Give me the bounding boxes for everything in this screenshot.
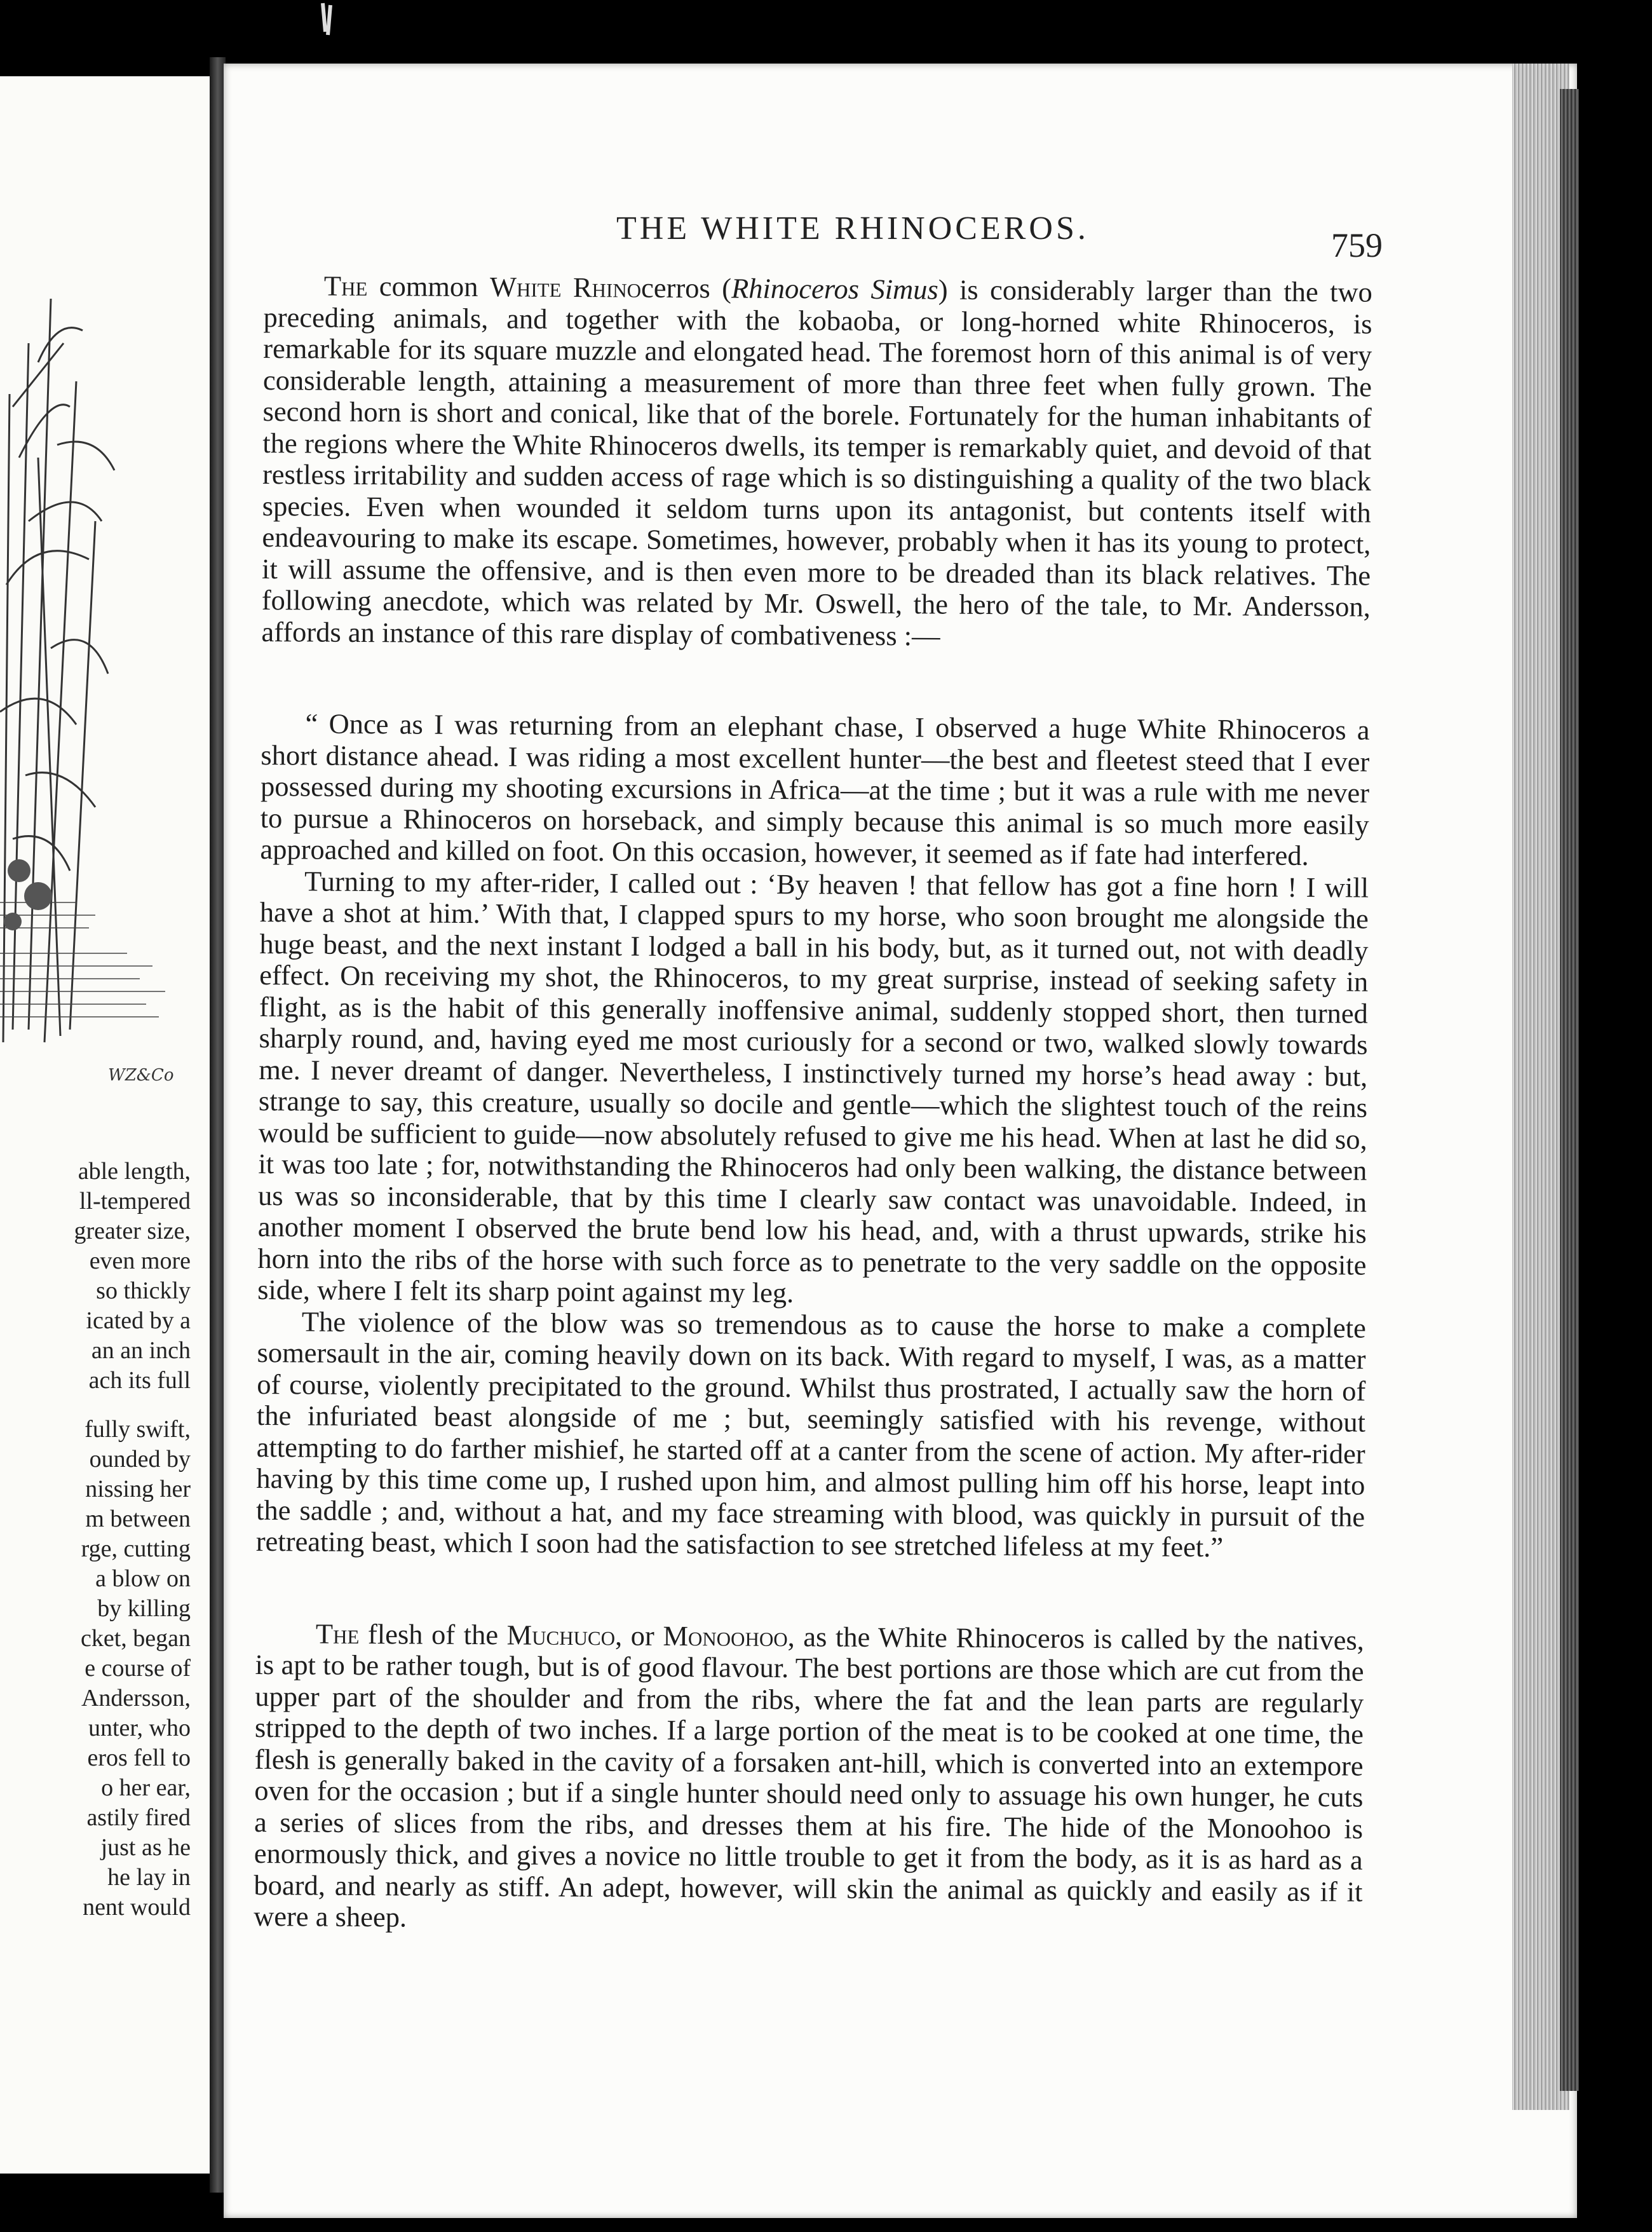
left-fragment: he lay in <box>107 1864 191 1891</box>
left-fragment: an an inch <box>91 1337 191 1364</box>
page-edges-shadow <box>1560 89 1579 2091</box>
small-caps-name: White Rhino <box>489 271 642 304</box>
article-body <box>254 270 1372 1939</box>
left-fragment: ll-tempered <box>79 1188 191 1215</box>
scan-artifact-mark <box>311 0 343 38</box>
page-number: 759 <box>1331 226 1383 264</box>
small-caps-name: Monoohoo <box>663 1619 788 1652</box>
paragraph-quote-opening: “ Once as I was returning from an elephant chase, I observed a huge White Rhinoceros a short distance ahead. I was riding a most excellent hunter—the best and fleetest steed that I ever possessed during my shooting excursions in Africa—at the time ; but it was a rule with me never to pursue a Rhinoceros on horseback, and simply because this animal is so much more easily approached and killed on foot. On this occasion, however, it seemed as if fate had interfered. <box>260 707 1370 872</box>
left-fragment: even more <box>89 1248 191 1274</box>
paragraph-flesh <box>254 1617 1364 1939</box>
left-fragment: nent would <box>83 1894 191 1921</box>
left-fragment: icated by a <box>86 1307 191 1334</box>
lead-word: The <box>315 1617 360 1650</box>
left-fragment: fully swift, <box>85 1416 191 1443</box>
left-fragment: e course of <box>85 1655 191 1682</box>
left-fragment: able length, <box>78 1158 191 1185</box>
left-fragment: ach its full <box>88 1367 191 1394</box>
paragraph-quote-turning: Turning to my after-rider, I called out : ‘By heaven ! that fellow has got a fine horn ! I will have a shot at him.’ With that, I clapped spurs to my horse, who soon brought me alongside the huge beast, and the next instant I lodged a ball in his body, but, as it turned out, not with deadly effect. On receiving my shot, the Rhinoceros, to my great surprise, instead of seeking safety in flight, as is the habit of this generally inoffensive animal, suddenly stopped short, then turned sharply round, and, having eyed me most curiously for a second or two, walked slowly towards me. I never dreamt of danger. Nevertheless, I instinctively turned my horse’s head away : but, strange to say, this creature, usually so docile and gentle—which the slightest touch of the reins would be sufficient to guide—now absolutely refused to give me his head. When at last he did so, it was too late ; for, notwithstanding the Rhinoceros had only been walking, the distance between us was so inconsiderable, that by this time I clearly saw contact was unavoidable. Indeed, in another moment I observed the brute bend low his head, and, with a thrust upwards, strike his horn into the ribs of the horse with such force as to penetrate to the very saddle on the opposite side, where I felt its sharp point against my leg. <box>257 864 1369 1309</box>
left-fragment: astily fired <box>86 1804 191 1831</box>
left-fragment: nissing her <box>85 1476 191 1502</box>
left-fragment: o her ear, <box>101 1774 191 1801</box>
left-fragment: rge, cutting <box>81 1535 191 1562</box>
left-fragment: Andersson, <box>81 1685 191 1711</box>
left-fragment: ounded by <box>89 1446 191 1473</box>
text-run: , as the White Rhinoceros is called by the natives, is apt to be rather tough, but is of good flavour. The best portions are those which are cut from the upper part of the shoulder and from the ribs, where the fat and the lean parts are regularly stripped to the depth of two inches. If a large portion of the meat is to be cooked at one time, the flesh is generally baked in the cavity of a forsaken ant-hill, which is converted into an extempore oven for the occasion ; but if a single hunter should need only to assuage his own hunger, he cuts a series of slices from the ribs, and dresses them at his fire. The hide of the Monoohoo is enormously thick, and gives a novice no little trouble to get it from the body, as it is as hard as a board, and nearly as stiff. An adept, however, will skin the animal as quickly and easily as if it were a sheep. <box>254 1620 1365 1933</box>
left-fragment: by killing <box>97 1595 191 1622</box>
left-fragment: so thickly <box>96 1277 191 1304</box>
illustration-signature: WZ&Co <box>108 1066 174 1085</box>
text-run: common <box>367 269 491 303</box>
text-run: , or <box>614 1619 663 1652</box>
left-fragment: eros fell to <box>87 1745 191 1771</box>
paragraph-intro <box>261 270 1372 655</box>
left-fragment: m between <box>85 1506 191 1532</box>
left-page-text-fragments <box>0 1157 191 1922</box>
reeds-engraving-illustration <box>0 76 210 1119</box>
running-head-title: THE WHITE RHINOCEROS. <box>616 210 1089 247</box>
lead-word: The <box>323 269 368 302</box>
text-run: ) is considerably larger than the two preceding animals, and together with the kobaoba, or long-horned white Rhinoceros, is remarkable for its square muzzle and elongated head. The foremost horn of this animal is of very considerable length, attaining a measurement of more than three feet when fully grown. The second horn is short and conical, like that of the borele. Fortunately for the human inhabitants of the regions where the White Rhinoceros dwells, its temper is remarkably quiet, and devoid of that restless irritability and sudden access of rage which is so distinguishing a quality of the two black species. Even when wounded it seldom turns upon its antagonist, but contents itself with endeavouring to make its escape. Sometimes, however, probably when it has its young to protect, it will assume the offensive, and is then even more to be dreaded than its black relatives. The following anecdote, which was related by Mr. Oswell, the hero of the tale, to Mr. Andersson, affords an instance of this rare display of combativeness :— <box>261 273 1372 652</box>
left-fragment: just as he <box>100 1834 191 1861</box>
left-fragment: a blow on <box>95 1565 191 1592</box>
left-facing-page <box>0 76 212 2174</box>
left-fragment: cket, began <box>80 1625 191 1652</box>
species-name: Rhinoceros Simus <box>731 272 938 306</box>
text-run: flesh of the <box>359 1617 507 1650</box>
text-run: cerros ( <box>640 271 732 304</box>
paragraph-quote-violence: The violence of the blow was so tremendous as to cause the horse to make a complete somersault in the air, coming heavily down on its back. With regard to myself, I was, as a matter of course, violently precipitated to the ground. Whilst thus prostrated, I actually saw the horn of the infuriated beast alongside of me ; but, seemingly satisfied with his revenge, without attempting to do farther mishief, he started off at a canter from the scene of action. My after-rider having by this time come up, I rushed upon him, and almost pulling him off his horse, leapt into the saddle ; and, without a hat, and my face streaming with blood, was quickly in pursuit of the retreating beast, which I soon had the satisfaction to see stretched lifeless at my feet.” <box>255 1305 1367 1563</box>
left-fragment: unter, who <box>88 1715 191 1741</box>
left-fragment: greater size, <box>74 1218 191 1244</box>
small-caps-name: Muchuco <box>506 1618 616 1651</box>
